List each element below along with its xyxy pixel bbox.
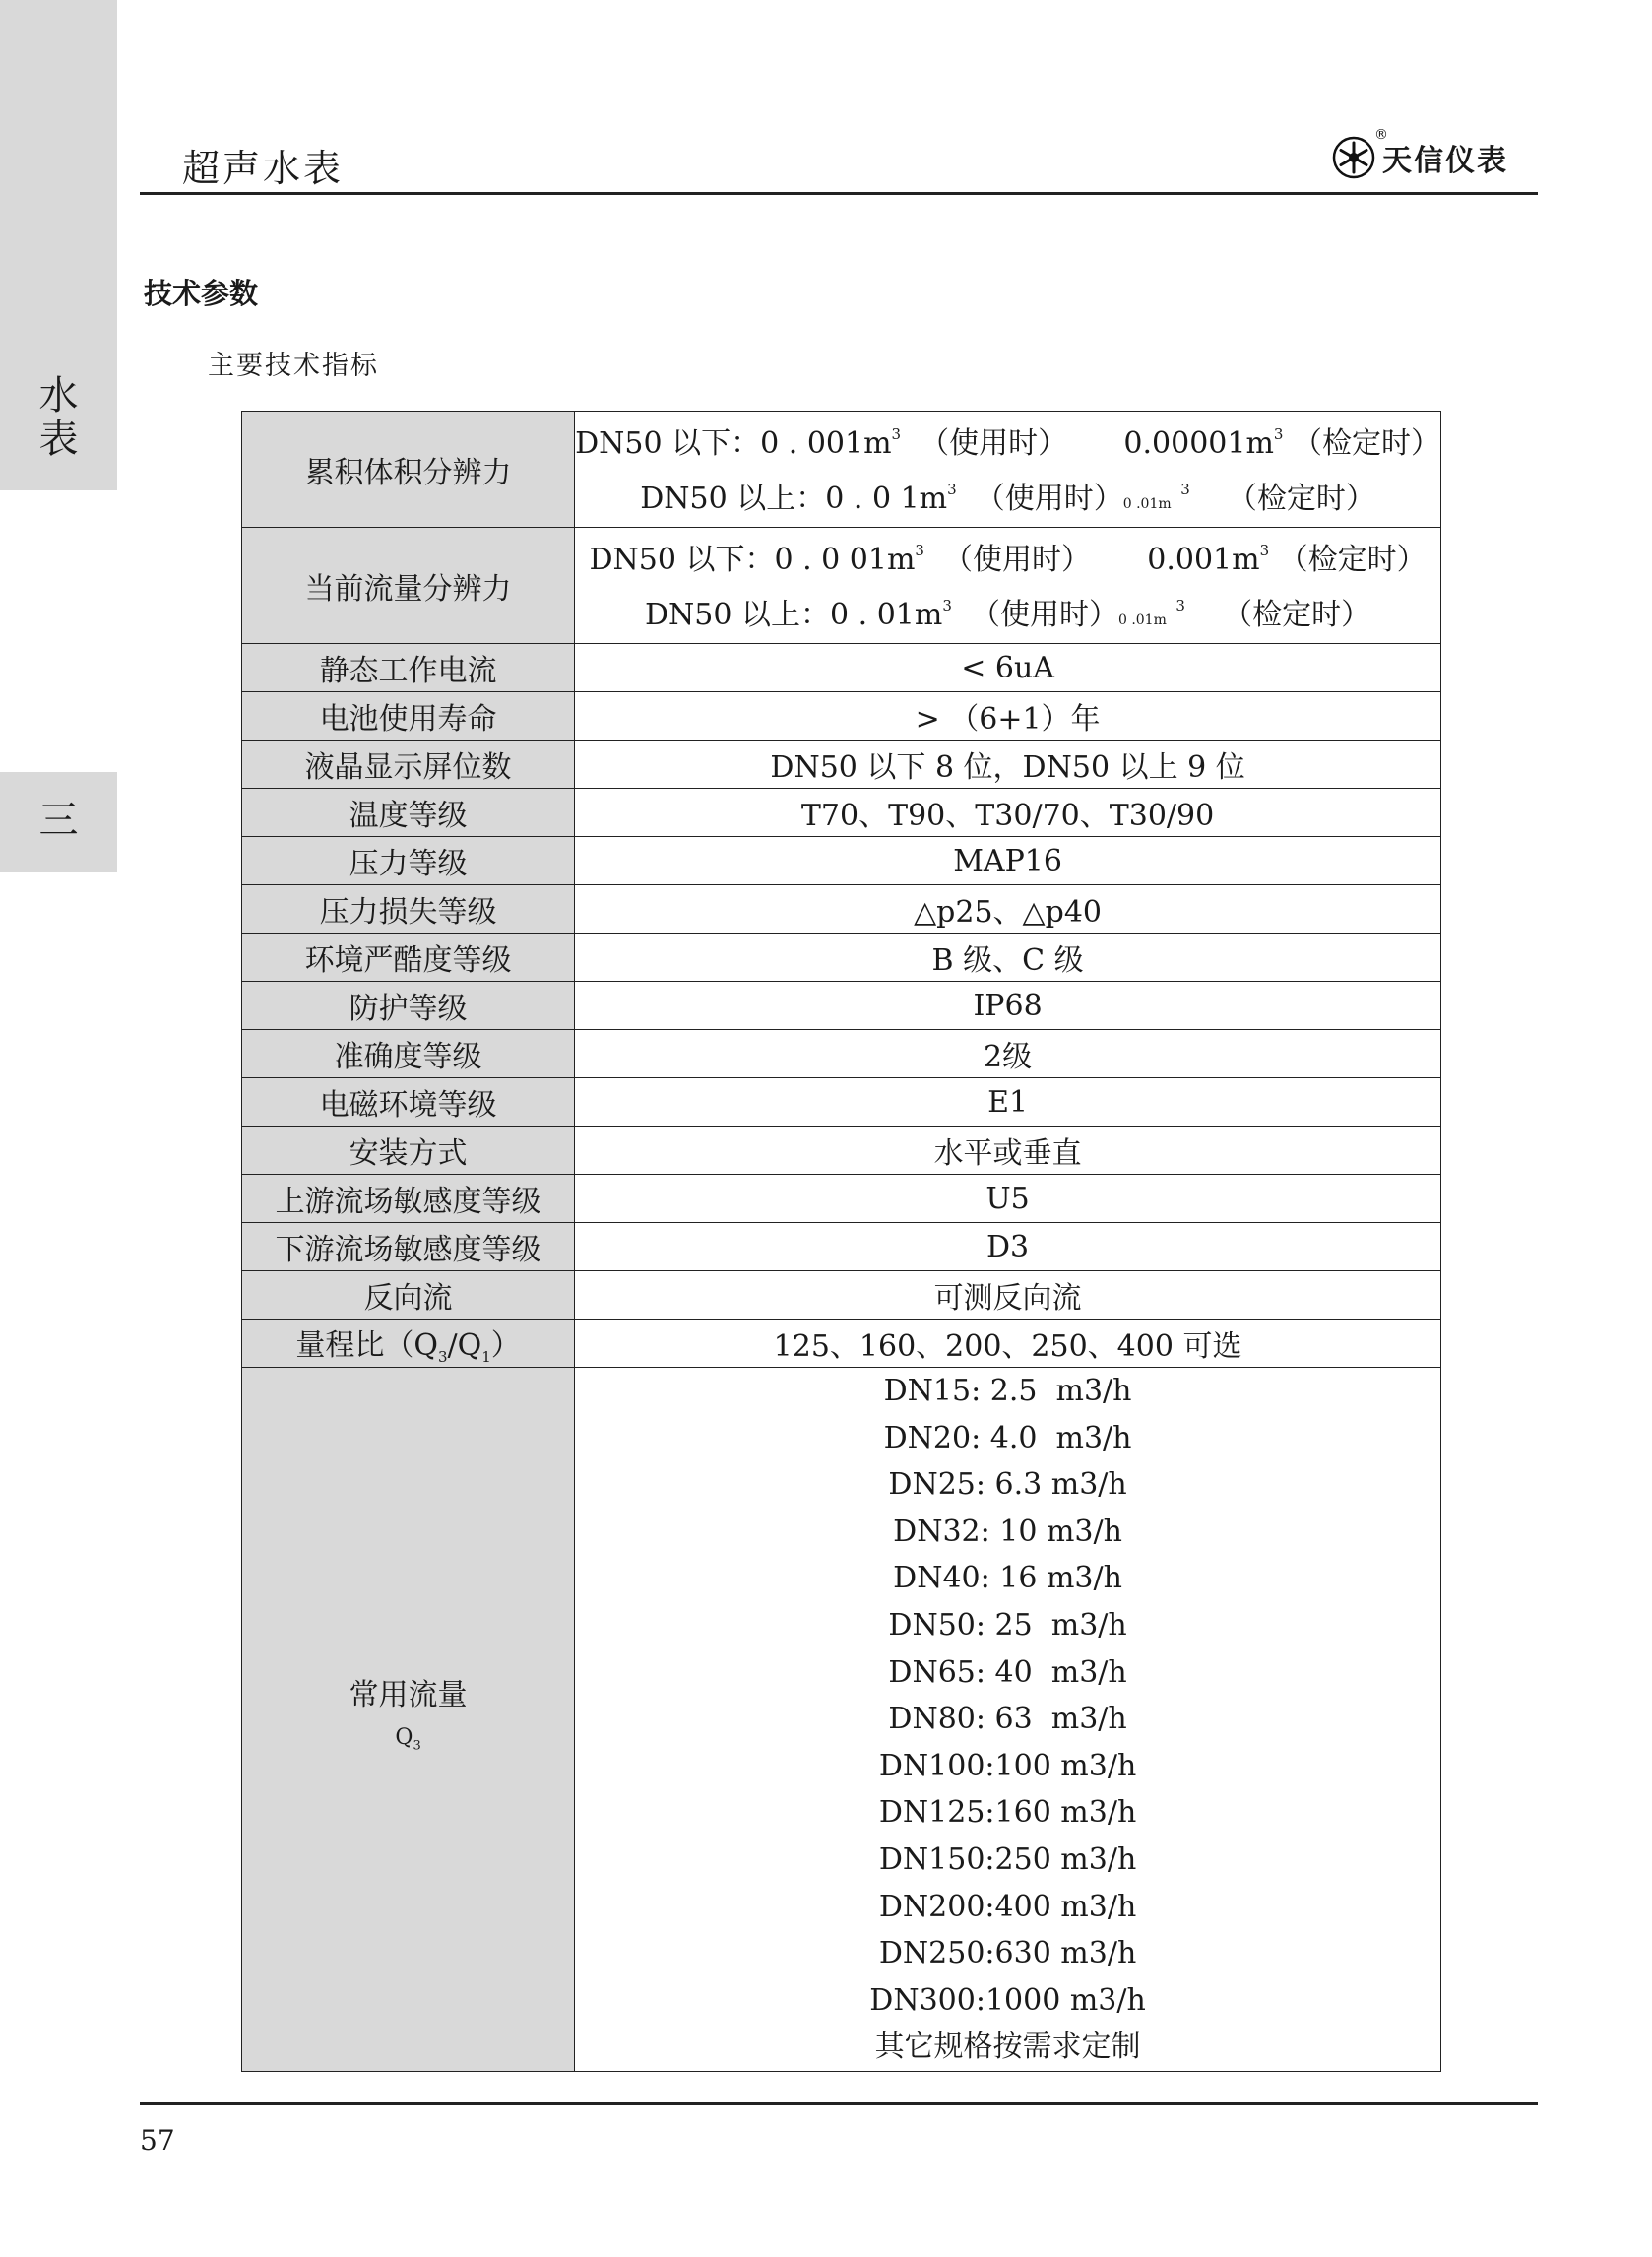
side-tab-water-label: 水 表 <box>38 373 79 462</box>
param-value: D3 <box>575 1223 1441 1271</box>
param-label: 累积体积分辨力 <box>242 412 575 528</box>
brand-registered-mark: ® <box>1374 127 1388 143</box>
param-label: 下游流场敏感度等级 <box>242 1223 575 1271</box>
flow-item: DN32: 10 m3/h <box>893 1514 1122 1549</box>
table-row <box>242 1271 1441 1320</box>
brand-star-icon <box>1331 135 1376 180</box>
param-label: 压力等级 <box>242 837 575 885</box>
flow-item: DN40: 16 m3/h <box>893 1561 1122 1596</box>
flow-label: 常用流量 $Q_3$ <box>242 1368 575 2072</box>
brand-name: 天信仪表 <box>1382 144 1508 178</box>
param-value: U5 <box>575 1175 1441 1223</box>
table-row <box>242 644 1441 692</box>
param-label: 液晶显示屏位数 <box>242 741 575 789</box>
param-label: 电池使用寿命 <box>242 692 575 741</box>
flow-item: DN200:400 m3/h <box>878 1889 1137 1924</box>
param-label: 静态工作电流 <box>242 644 575 692</box>
param-value: 125、160、200、250、400 可选 <box>575 1320 1441 1368</box>
table-row <box>242 982 1441 1030</box>
flow-item: DN125:160 m3/h <box>878 1795 1137 1831</box>
param-value: < 6uA <box>575 644 1441 692</box>
table-row <box>242 885 1441 934</box>
section-title: 技术参数 <box>144 277 259 310</box>
param-value: IP68 <box>575 982 1441 1030</box>
header-rule <box>140 192 1538 195</box>
param-label: 反向流 <box>242 1271 575 1320</box>
param-label: 准确度等级 <box>242 1030 575 1078</box>
table-row <box>242 741 1441 789</box>
table-row <box>242 1078 1441 1127</box>
param-value: > （6+1）年 <box>575 692 1441 741</box>
param-value: B 级、C 级 <box>575 934 1441 982</box>
param-value: 水平或垂直 <box>575 1127 1441 1175</box>
section-subtitle: 主要技术指标 <box>208 351 379 381</box>
table-row <box>242 1030 1441 1078</box>
brand-logo <box>1331 127 1508 182</box>
table-row <box>242 528 1441 644</box>
flow-values <box>575 1368 1441 2072</box>
param-label: 防护等级 <box>242 982 575 1030</box>
table-row <box>242 934 1441 982</box>
flow-item: DN15: 2.5 m3/h <box>883 1374 1132 1408</box>
flow-item: DN300:1000 m3/h <box>869 1982 1146 2018</box>
page-header-title: 超声水表 <box>182 147 345 190</box>
param-label: 安装方式 <box>242 1127 575 1175</box>
param-value <box>575 412 1441 528</box>
table-row <box>242 1127 1441 1175</box>
flow-item: DN50: 25 m3/h <box>888 1607 1127 1643</box>
value-line: DN50 以下：0 . 0 $01m^3$ （使用时） $0.001m^3$ （检定时） <box>589 542 1427 577</box>
side-tab-chapter-label: 三 <box>38 798 79 843</box>
param-value: △p25、△p40 <box>575 885 1441 934</box>
flow-item: DN150:250 m3/h <box>878 1841 1137 1877</box>
param-value: 可测反向流 <box>575 1271 1441 1320</box>
flow-item: DN65: 40 m3/h <box>888 1654 1127 1690</box>
value-line: DN50 以下：0 . $001m^3$ （使用时） $0.00001m^3$ （检定时） <box>575 425 1440 461</box>
table-row <box>242 1175 1441 1223</box>
table-row <box>242 1223 1441 1271</box>
flow-item: DN100:100 m3/h <box>878 1748 1137 1783</box>
table-row <box>242 412 1441 528</box>
value-line: DN50 以上：0 . 0 $1m^3$ （使用时）0 .01m $^3$ （检定时） <box>640 481 1375 516</box>
flow-item: DN25: 6.3 m3/h <box>888 1467 1127 1503</box>
table-row <box>242 1320 1441 1368</box>
param-value: 2级 <box>575 1030 1441 1078</box>
flow-item: 其它规格按需求定制 <box>874 2030 1141 2065</box>
footer-rule <box>140 2102 1538 2105</box>
value-line: DN50 以上：0 . $01m^3$ （使用时）0 .01m $^3$ （检定时） <box>645 597 1371 632</box>
table-row <box>242 789 1441 837</box>
param-label: 环境严酷度等级 <box>242 934 575 982</box>
param-value: T70、T90、T30/70、T30/90 <box>575 789 1441 837</box>
page-number: 57 <box>140 2124 175 2157</box>
table-row <box>242 692 1441 741</box>
param-value: DN50 以下 8 位，DN50 以上 9 位 <box>575 741 1441 789</box>
table-row <box>242 837 1441 885</box>
param-label: 量程比$(Q_3/Q_1)$ <box>242 1320 575 1368</box>
param-value <box>575 528 1441 644</box>
spec-table <box>241 411 1441 2072</box>
param-label: 电磁环境等级 <box>242 1078 575 1127</box>
flow-item: DN250:630 m3/h <box>878 1936 1137 1971</box>
table-row-flow <box>242 1368 1441 2072</box>
flow-item: DN80: 63 m3/h <box>888 1702 1127 1737</box>
param-label: 温度等级 <box>242 789 575 837</box>
param-label: 压力损失等级 <box>242 885 575 934</box>
param-value: E1 <box>575 1078 1441 1127</box>
param-value: MAP16 <box>575 837 1441 885</box>
flow-item: DN20: 4.0 m3/h <box>883 1420 1132 1455</box>
param-label: 上游流场敏感度等级 <box>242 1175 575 1223</box>
param-label: 当前流量分辨力 <box>242 528 575 644</box>
